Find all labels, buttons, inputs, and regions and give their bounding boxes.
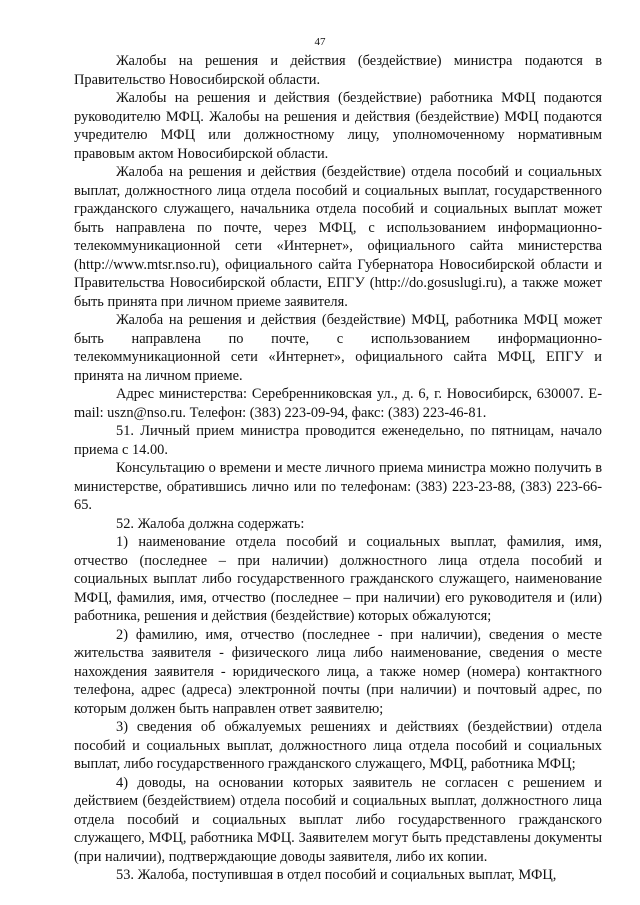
paragraph: Жалоба на решения и действия (бездействие) МФЦ, работника МФЦ может быть направлена по почте, с использованием информационно-телекоммуникационной сети «Интернет», официального сайта МФЦ, ЕПГУ и принята на личном приеме. [74, 312, 602, 384]
document-body [74, 52, 602, 885]
paragraph: 3) сведения об обжалуемых решениях и действиях (бездействии) отдела пособий и социальных выплат, должностного лица отдела пособий и социальных выплат, либо государственного гражданского служащего, МФЦ, работника МФЦ; [74, 719, 602, 772]
paragraph: Адрес министерства: Серебренниковская ул., д. 6, г. Новосибирск, 630007. E-mail: uszn@nso.ru. Телефон: (383) 223-09-94, факс: (383) 223-46-81. [74, 386, 602, 421]
page-number: 47 [314, 36, 326, 48]
paragraph: 53. Жалоба, поступившая в отдел пособий и социальных выплат, МФЦ, [116, 867, 557, 883]
paragraph: Жалобы на решения и действия (бездействие) работника МФЦ подаются руководителю МФЦ. Жалобы на решения и действия (бездействие) МФЦ подаются учредителю МФЦ или должностному лицу, уполномоченному нормативным правовым актом Новосибирской области. [74, 90, 602, 162]
paragraph: Консультацию о времени и месте личного приема министра можно получить в министерстве, обратившись лично или по телефонам: (383) 223-23-88, (383) 223-66-65. [74, 460, 602, 513]
paragraph: 51. Личный прием министра проводится еженедельно, по пятницам, начало приема с 14.00. [74, 423, 602, 458]
paragraph: 52. Жалоба должна содержать: [116, 515, 305, 532]
paragraph: 2) фамилию, имя, отчество (последнее - при наличии), сведения о месте жительства заявителя - физического лица либо наименование, сведения о месте нахождения заявителя - юридического лица, а также номер (номера) контактного телефона, адрес (адреса) электронной почты (при наличии) и почтовый адрес, по которым должен быть направлен ответ заявителю; [74, 626, 602, 717]
paragraph: 1) наименование отдела пособий и социальных выплат, фамилия, имя, отчество (последнее – при наличии) должностного лица отдела пособий и социальных выплат либо государственного гражданского служащего, наименование МФЦ, фамилия, имя, отчество (последнее – при наличии) его руководителя и (или) работника, решения и действия (бездействие) которых обжалуются; [74, 534, 602, 624]
paragraph: Жалобы на решения и действия (бездействие) министра подаются в Правительство Новосибирской области. [74, 53, 602, 88]
paragraph: 4) доводы, на основании которых заявитель не согласен с решением и действием (бездействием) отдела пособий и социальных выплат, должностного лица отдела пособий и социальных выплат либо государственного гражданского служащего, МФЦ, работника МФЦ. Заявителем могут быть представлены документы (при наличии), подтверждающие доводы заявителя, либо их копии. [74, 774, 602, 865]
paragraph: Жалоба на решения и действия (бездействие) отдела пособий и социальных выплат, должностного лица отдела пособий и социальных выплат, государственного гражданского служащего, начальника отдела пособий и социальных выплат может быть направлена по почте, через МФЦ, с использованием информационно-телекоммуникационной сети «Интернет», официального сайта министерства (http://www.mtsr.nso.ru), официального сайта Губернатора Новосибирской области и Правительства Новосибирской области, ЕПГУ (http://do.gosuslugi.ru), а также может быть принята при личном приеме заявителя. [74, 164, 602, 310]
